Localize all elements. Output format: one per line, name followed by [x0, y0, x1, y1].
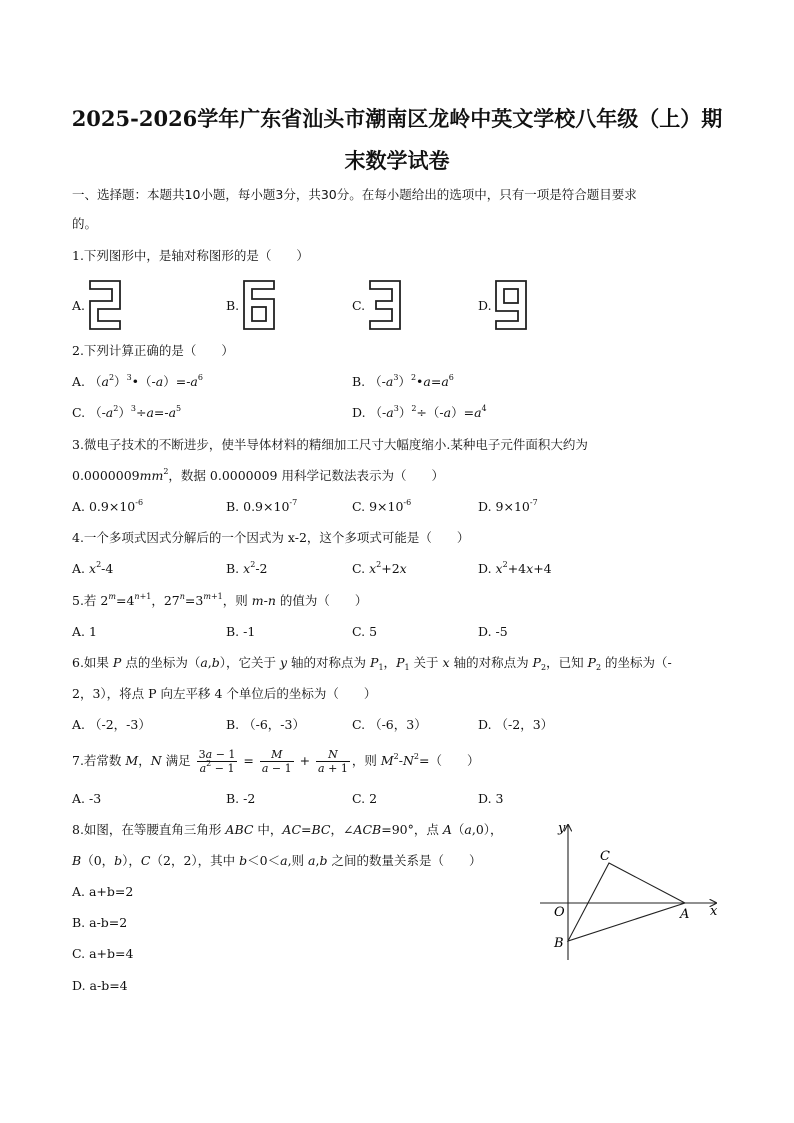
digit-9-icon [494, 279, 528, 331]
q4-option-c: C. $x^2+2x$ [352, 560, 407, 576]
origin-label: O [554, 905, 565, 920]
exam-title-line1: 2025-2026学年广东省汕头市潮南区龙岭中英文学校八年级（上）期 [71, 106, 723, 131]
question-8-stem: 8.如图，在等腰直角三角形 ABC 中，AC=BC，∠ACB=90°，点 A（a,0）， [72, 822, 503, 837]
q1-option-a-label: A. [72, 298, 86, 313]
q2-option-b: B. $(-a^3)^2•a=a^6$ [352, 373, 454, 389]
question-3-stem-cont: $0.0000009mm^2$，数据 0.0000009 用科学记数法表示为（ ） [72, 467, 444, 483]
x-axis-label: x [710, 904, 718, 919]
q7-option-d: D. 3 [478, 791, 504, 806]
q6-option-b: B. （-6，-3） [226, 717, 305, 732]
q2-option-d: D. $(-a^3)^2\div(-a)=a^4$ [352, 404, 487, 420]
q1-option-c-label: C. [352, 298, 366, 313]
point-a-label: A [680, 907, 690, 922]
question-8-stem-cont: B（0，b），C（2，2），其中 b＜0＜a,则 a,b 之间的数量关系是（ ） [72, 853, 482, 868]
point-c-label: C [600, 849, 610, 864]
q6-option-c: C. （-6，3） [352, 717, 427, 732]
q8-option-d: D. a-b=4 [72, 978, 128, 993]
question-6-stem-cont: 2，3），将点 P 向左平移 4 个单位后的坐标为（ ） [72, 686, 377, 701]
q4-option-d: D. $x^2+4x+4$ [478, 560, 552, 576]
question-4-stem: 4.一个多项式因式分解后的一个因式为 x-2，这个多项式可能是（ ） [72, 530, 470, 545]
section-header-cont: 的。 [72, 216, 98, 231]
q4-option-a: A. $x^2-4$ [72, 560, 114, 576]
q8-option-a: A. a+b=2 [72, 884, 134, 899]
point-b-label: B [554, 936, 564, 951]
q7-option-a: A. -3 [72, 791, 102, 806]
q8-option-b: B. a-b=2 [72, 915, 128, 930]
q1-option-b-label: B. [226, 298, 240, 313]
q5-option-a: A. 1 [72, 624, 97, 639]
digit-3-icon [368, 279, 402, 331]
q7-option-c: C. 2 [352, 791, 378, 806]
q4-option-b: B. $x^2-2$ [226, 560, 268, 576]
q3-option-b: B. $0.9\times 10^{-7}$ [226, 498, 298, 514]
q5-option-d: D. -5 [478, 624, 508, 639]
q7-option-b: B. -2 [226, 791, 256, 806]
q5-option-b: B. -1 [226, 624, 256, 639]
digit-2-icon [88, 279, 122, 331]
q8-option-c: C. a+b=4 [72, 946, 134, 961]
q3-option-a: A. $0.9\times 10^{-6}$ [72, 498, 144, 514]
triangle-coordinate-figure [530, 815, 730, 970]
question-7-stem: 7.若常数 M，N 满足 $\frac{3a - 1}{a^2 - 1}$ = $\frac{M}{a - 1}$ + $\frac{N}{a + 1}$ ，则 $M^2-N^2=$（ ） [72, 748, 480, 775]
q2-option-c: C. $(-a^2)^3\div a=-a^5$ [72, 404, 182, 420]
exam-title-line2: 末数学试卷 [344, 148, 450, 173]
q5-option-c: C. 5 [352, 624, 378, 639]
question-1-stem: 1.下列图形中，是轴对称图形的是（ ） [72, 248, 309, 263]
q3-option-d: D. $9\times 10^{-7}$ [478, 498, 538, 514]
question-2-stem: 2.下列计算正确的是（ ） [72, 343, 234, 358]
q6-option-d: D. （-2，3） [478, 717, 554, 732]
q6-option-a: A. （-2，-3） [72, 717, 151, 732]
question-5-stem: 5.若 $2^m=4^{n+1}$，$27^n=3^{m+1}$，则 m-n 的值为（ ） [72, 592, 368, 608]
question-6-stem: 6.如果 P 点的坐标为（a,b），它关于 y 轴的对称点为 $P_1$，$P_1$ 关于 x 轴的对称点为 $P_2$，已知 $P_2$ 的坐标为（- [72, 655, 672, 672]
q1-option-d-label: D. [478, 298, 492, 313]
section-header: 一、选择题：本题共10小题，每小题3分，共30分。在每小题给出的选项中，只有一项是符合题目要求 [72, 187, 637, 202]
question-3-stem: 3.微电子技术的不断进步，使半导体材料的精细加工尺寸大幅度缩小.某种电子元件面积大约为 [72, 437, 588, 452]
triangle-abc [568, 863, 685, 941]
q2-option-a: A. $(a^2)^3•(-a)=-a^6$ [72, 373, 203, 389]
q3-option-c: C. $9\times 10^{-6}$ [352, 498, 412, 514]
y-axis-label: y [558, 821, 566, 836]
digit-6-icon [242, 279, 276, 331]
